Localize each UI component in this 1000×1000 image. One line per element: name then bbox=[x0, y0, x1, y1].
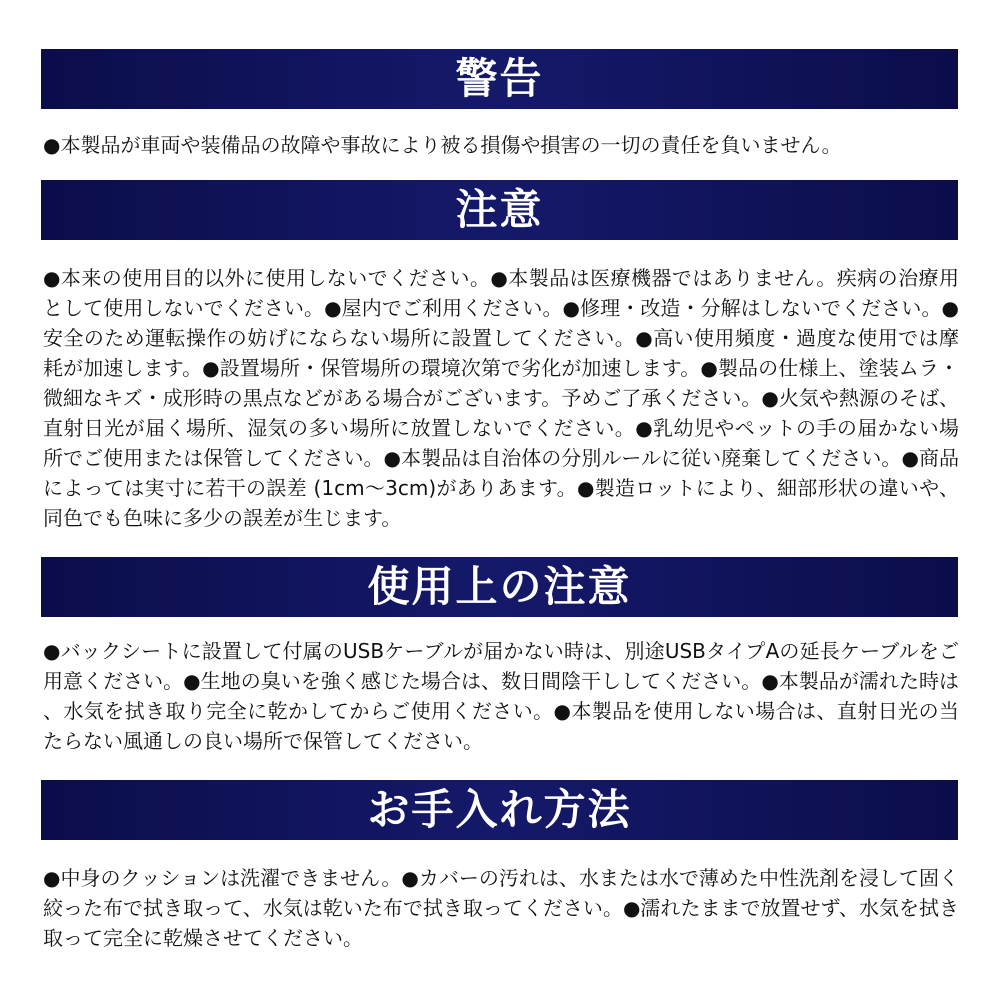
warning-title: 警告 bbox=[455, 54, 544, 103]
warning-banner bbox=[41, 49, 958, 109]
caution-title: 注意 bbox=[455, 185, 544, 234]
usage-precautions-title: 使用上の注意 bbox=[367, 562, 632, 611]
usage-precautions-banner bbox=[41, 557, 958, 617]
care-instructions-banner bbox=[41, 780, 958, 840]
warning-text: ●本製品が車両や装備品の故障や事故により被る損傷や損害の一切の責任を負いません。 bbox=[43, 133, 842, 157]
care-instructions-title: お手入れ方法 bbox=[367, 785, 632, 834]
care-instructions-text: ●中身のクッションは洗濯できません。●カバーの汚れは、水または水で薄めた中性洗剤を浸して固く絞った布で拭き取って、水気は乾いた布で拭き取ってください。●濡れたままで放置せず、水気を拭き取って完全に乾燥させてください。 bbox=[43, 866, 959, 950]
usage-precautions-text: ●バックシートに設置して付属のUSBケーブルが届かない時は、別途USBタイプAの延長ケーブルをご用意ください。●生地の臭いを強く感じた場合は、数日間陰干ししてください。●本製品が濡れた時は、水気を拭き取り完全に乾かしてからご使用ください。●本製品を使用しない場合は、直射日光の当たらない風通しの良い場所で保管してください。 bbox=[43, 639, 959, 753]
caution-banner bbox=[41, 180, 958, 240]
caution-text: ●本来の使用目的以外に使用しないでください。●本製品は医療機器ではありません。疾病の治療用として使用しないでください。●屋内でご利用ください。●修理・改造・分解はしないでください。●安全のため運転操作の妨げにならない場所に設置してください。●高い使用頻度・過度な使用では摩耗が加速します。●設置場所・保管場所の環境次第で劣化が加速します。●製品の仕様上、塗装ムラ・微細なキズ・成形時の黒点などがある場合がございます。予めご了承ください。●火気や熱源のそば、直射日光が届く場所、湿気の多い場所に放置しないでください。●乳幼児やペットの手の届かない場所でご使用または保管してください。●本製品は自治体の分別ルールに従い廃棄してください。●商品によっては実寸に若干の誤差 (1cm〜3cm)がありあます。●製造ロットにより、細部形状の違いや、同色でも色味に多少の誤差が生じます。 bbox=[43, 266, 959, 530]
